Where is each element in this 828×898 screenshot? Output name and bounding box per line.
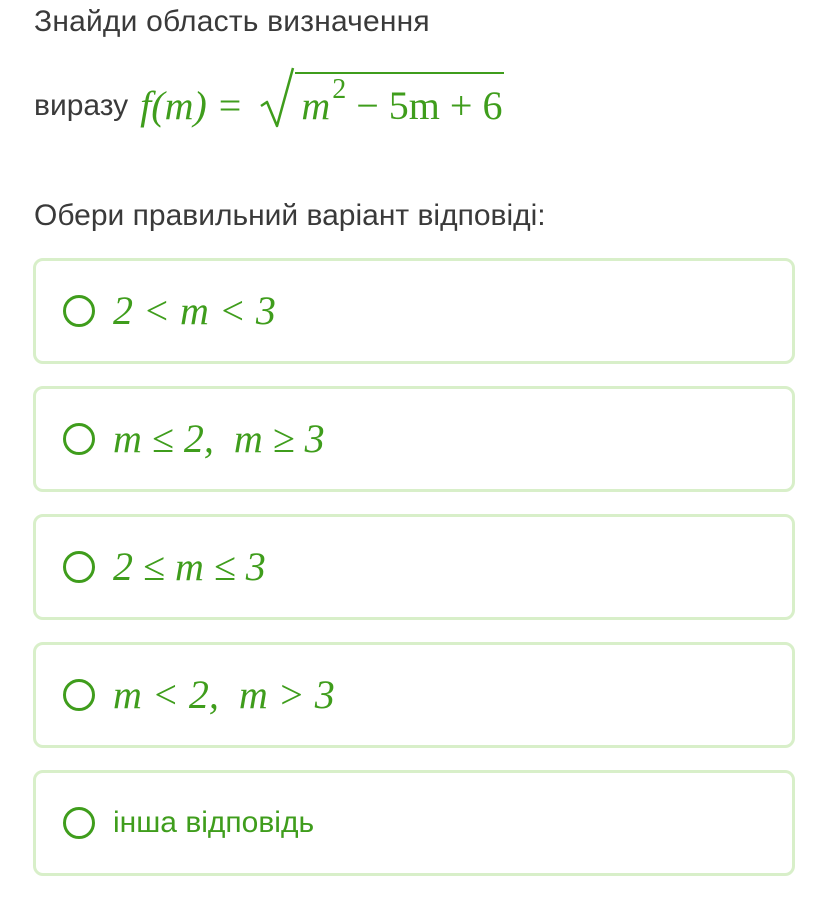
- square-root: [259, 66, 504, 132]
- radio-button-icon[interactable]: [63, 551, 95, 583]
- radicand: [295, 72, 504, 132]
- radio-button-icon[interactable]: [63, 807, 95, 839]
- radicand-base: m: [301, 83, 331, 128]
- question-formula-line: [34, 70, 814, 132]
- radio-button-icon[interactable]: [63, 679, 95, 711]
- instruction-text: Обери правильний варіант відповіді:: [34, 199, 546, 232]
- answer-option[interactable]: [33, 514, 795, 620]
- function-formula: [140, 66, 504, 132]
- question-block: [34, 0, 814, 132]
- answer-options: [33, 258, 795, 898]
- radio-button-icon[interactable]: [63, 295, 95, 327]
- radicand-rest: − 5m + 6: [346, 83, 503, 128]
- answer-option-label: 2 ≤ m ≤ 3: [113, 544, 266, 589]
- question-text: Знайди область визначення: [34, 5, 430, 38]
- answer-option[interactable]: [33, 770, 795, 876]
- radical-sign-icon: [259, 66, 295, 132]
- radicand-exponent: 2: [332, 74, 347, 105]
- formula-lhs: f(m): [140, 83, 207, 128]
- answer-option-label: інша відповідь: [113, 806, 315, 839]
- answer-option[interactable]: [33, 386, 795, 492]
- answer-option[interactable]: [33, 258, 795, 364]
- answer-option[interactable]: [33, 642, 795, 748]
- formula-equals: =: [218, 83, 242, 128]
- radio-button-icon[interactable]: [63, 423, 95, 455]
- answer-option-label: 2 < m < 3: [113, 288, 276, 333]
- answer-option-label: m < 2, m > 3: [113, 672, 335, 717]
- answer-option-label: m ≤ 2, m ≥ 3: [113, 416, 325, 461]
- question-text-before-formula: виразу: [34, 89, 129, 122]
